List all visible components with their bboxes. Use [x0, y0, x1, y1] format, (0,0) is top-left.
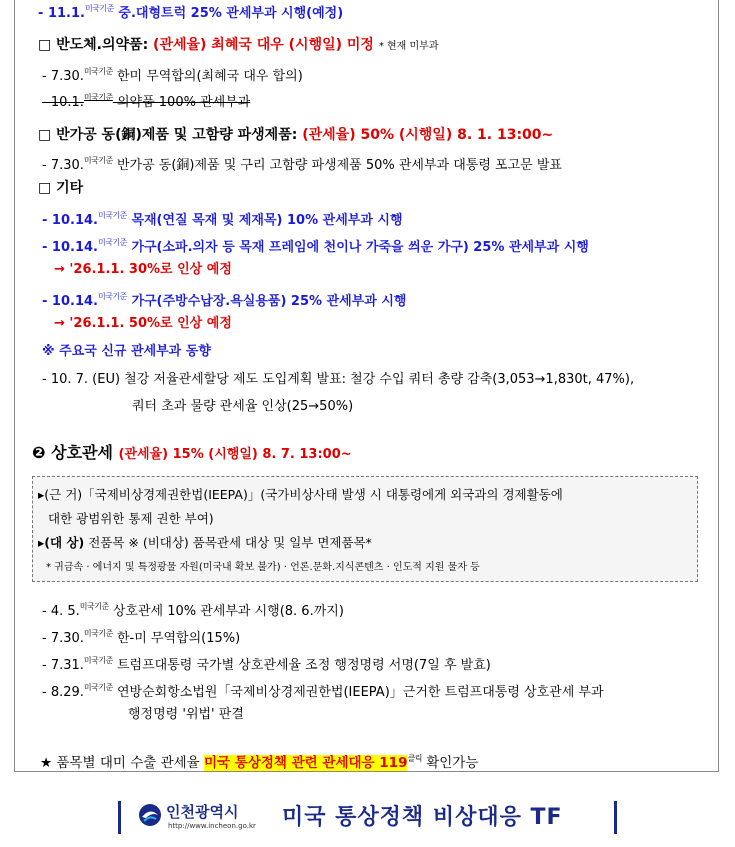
semi-heading [38, 36, 439, 56]
item-text: 트럼프대통령 국가별 상호관세율 조정 행정명령 서명(7일 후 발효) [116, 658, 491, 673]
etc-item-1 [42, 207, 403, 230]
item-text: 반가공 동(銅)제품 및 구리 고함량 파생제품 50% 관세부과 대통령 포고문 발표 [116, 158, 562, 173]
date-basis: 미국기준 [97, 238, 127, 247]
etc-arrow-1: → '26.1.1. 30%로 인상 예정 [54, 262, 232, 277]
item-text: 한-미 무역합의(15%) [116, 631, 241, 646]
notice-line [40, 750, 478, 772]
truck-tariff-line [38, 0, 343, 23]
copper-detail: (관세율) 50% (시행일) 8. 1. 13:00~ [302, 127, 554, 143]
date: - 7.30. [42, 158, 84, 173]
date-basis: 미국기준 [83, 156, 113, 165]
date: - 7.30. [42, 69, 84, 84]
date: - 10.14. [42, 240, 98, 255]
major-item-line2: 쿼터 초과 물량 관세율 인상(25→50%) [132, 399, 354, 414]
item-text: 연방순회항소법원「국제비상경제권한법(IEEPA)」근거한 트럼프대통령 상호관세 부과 [116, 685, 604, 700]
date: - 7.31. [42, 658, 84, 673]
click-label: 클릭 [407, 754, 422, 763]
footer-divider-left [118, 801, 121, 834]
footer-divider-right [614, 801, 617, 834]
logo-name: 인천광역시 [166, 803, 239, 821]
etc-heading: □ 기타 [38, 180, 84, 196]
incheon-logo-icon [138, 803, 162, 827]
box-basis-line2: 대한 광범위한 통제 권한 부여) [48, 511, 214, 526]
section-number: ❷ [32, 443, 46, 462]
major-countries-title: ※ 주요국 신규 관세부과 동향 [42, 344, 211, 359]
notice-text: 품목별 대미 수출 관세율 [56, 755, 200, 771]
reciprocal-detail: (관세율) 15% (시행일) 8. 7. 13:00~ [118, 447, 352, 462]
date-basis: 미국기준 [83, 683, 113, 692]
star-icon: ★ [40, 755, 53, 771]
box-basis-line1: ▸(근 거)「국제비상경제권한법(IEEPA)」(국가비상사태 발생 시 대통령에게 외국과의 경제활동에 [38, 487, 563, 502]
target-text: 전품목 ※ (비대상) 품목관세 대상 및 일부 면제품목* [88, 535, 372, 550]
reciprocal-heading [32, 442, 352, 466]
item-text: 의약품 100% 관세부과 [116, 95, 251, 110]
bullet: - [38, 6, 44, 21]
etc-item-2 [42, 234, 589, 257]
semi-title: □ 반도체.의약품: [38, 37, 149, 53]
semi-detail: (관세율) 최혜국 대우 (시행일) 미정 [153, 37, 374, 53]
reciprocal-item-4 [42, 679, 604, 702]
etc-item-3 [42, 288, 406, 311]
line-text: 중.대형트럭 25% 관세부과 시행(예정) [118, 6, 344, 21]
item-text: 가구(주방수납장.욕실용품) 25% 관세부과 시행 [131, 294, 407, 309]
notice-suffix: 확인가능 [426, 755, 479, 771]
date-basis: 미국기준 [79, 602, 109, 611]
semi-item-2 [42, 89, 250, 112]
date: - 4. 5. [42, 604, 80, 619]
date: - 10.14. [42, 294, 98, 309]
item-text: 상호관세 10% 관세부과 시행(8. 6.까지) [112, 604, 344, 619]
item-text: 가구(소파.의자 등 목재 프레임에 천이나 가죽을 씌운 가구) 25% 관세부과 시행 [131, 240, 589, 255]
date-basis: 미국기준 [97, 211, 127, 220]
date-basis: 미국기준 [83, 93, 113, 102]
date-basis: 미국기준 [83, 629, 113, 638]
date: - 10.14. [42, 213, 98, 228]
box-target-line [38, 534, 372, 552]
footer-title: 미국 통상정책 비상대응 TF [282, 805, 563, 830]
semi-note: * 현재 미부과 [378, 41, 439, 52]
reciprocal-item-1 [42, 598, 344, 621]
copper-heading [38, 126, 553, 144]
reciprocal-item-2 [42, 625, 240, 648]
reciprocal-title: 상호관세 [51, 443, 113, 462]
box-footnote: * 귀금속 · 에너지 및 특정광물 자원(미국내 확보 불가) · 언론.문화.지식콘텐츠 · 인도적 지원 물자 등 [46, 562, 480, 573]
date: 11.1. [47, 6, 85, 21]
target-label: ▸(대 상) [38, 535, 85, 550]
date-basis: 미국기준 [83, 67, 113, 76]
date: - 7.30. [42, 631, 84, 646]
date: - 10.1. [42, 95, 84, 110]
semi-item-1 [42, 63, 303, 86]
copper-item [42, 152, 562, 175]
item-text: 한미 무역합의(최혜국 대우 합의) [116, 69, 303, 84]
etc-arrow-2: → '26.1.1. 50%로 인상 예정 [54, 316, 232, 331]
date: - 8.29. [42, 685, 84, 700]
date-basis: 미국기준 [84, 4, 114, 13]
reciprocal-item-4-cont: 행정명령 '위법' 판결 [128, 707, 244, 722]
reciprocal-item-3 [42, 652, 491, 675]
item-text: 목재(연질 목재 및 제재목) 10% 관세부과 시행 [131, 213, 403, 228]
date-basis: 미국기준 [97, 292, 127, 301]
date-basis: 미국기준 [83, 656, 113, 665]
major-item-line1: - 10. 7. (EU) 철강 저율관세할당 제도 도입계획 발표: 철강 수입 쿼터 총량 감축(3,053→1,830t, 47%), [42, 372, 635, 387]
copper-title: □ 반가공 동(銅)제품 및 고함량 파생제품: [38, 127, 298, 143]
tariff-119-link[interactable]: 미국 통상정책 관련 관세대응 119 [204, 755, 408, 771]
logo-url[interactable]: http://www.incheon.go.kr [168, 822, 256, 830]
